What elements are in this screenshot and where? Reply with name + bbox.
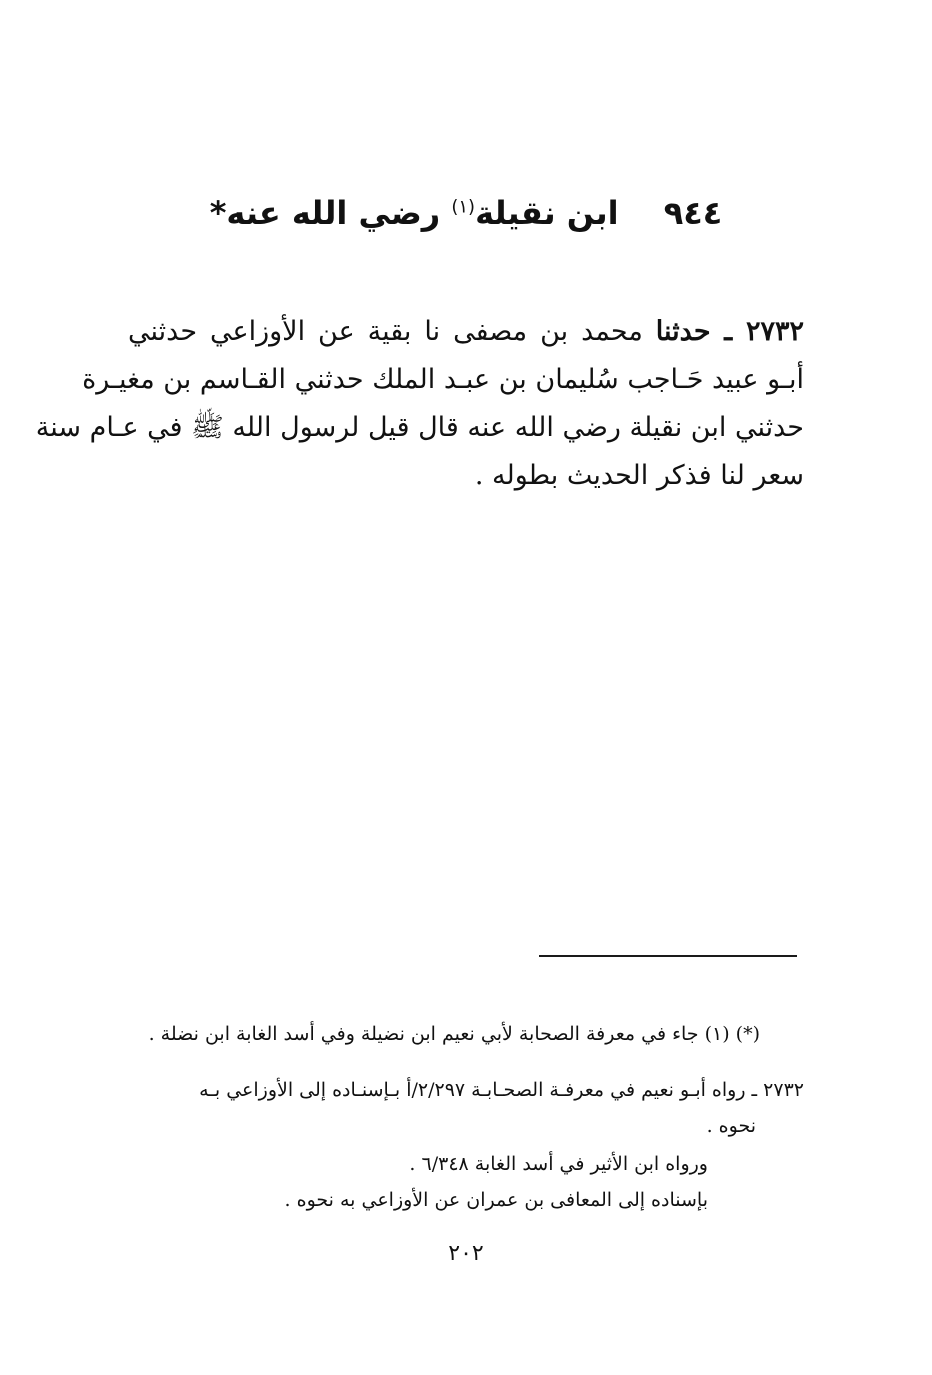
takhrij-line: نحوه . <box>706 1115 756 1137</box>
takhrij-line: ٢٧٣٢ ـ رواه أبـو نعيم في معرفـة الصحـابـة ٢/٢٩٧/أ بـإسنـاده إلى الأوزاعي بـه <box>199 1079 804 1101</box>
chapter-honorific: رضي الله عنه* <box>209 194 441 233</box>
additional-line: ورواه ابن الأثير في أسد الغابة ٦/٣٤٨ . <box>409 1153 708 1175</box>
footnote-additional <box>128 1146 804 1218</box>
page-number: ٢٠٢ <box>448 1241 484 1266</box>
footnote-divider <box>539 955 797 957</box>
footnote-takhrij <box>128 1072 804 1144</box>
chapter-heading <box>0 189 932 237</box>
chapter-number: ٩٤٤ <box>663 194 723 233</box>
footnote-reference: (١) <box>451 196 476 218</box>
hadith-line: حدثني ابن نقيلة رضي الله عنه قال قيل لرسول الله ﷺ في عـام سنة <box>35 412 804 443</box>
hadith-line: سعر لنا فذكر الحديث بطوله . <box>474 460 804 491</box>
hadith-line: ٢٧٣٢ ـ حدثنا محمد بن مصفى نا بقية عن الأوزاعي حدثني <box>128 316 804 347</box>
hadith-number: ٢٧٣٢ ـ حدثنا <box>655 316 804 347</box>
chapter-title: ابن نقيلة <box>475 194 619 233</box>
additional-line: بإسناده إلى المعافى بن عمران عن الأوزاعي به نحوه . <box>284 1189 708 1211</box>
hadith-line: أبـو عبيد حَـاجب سُليمان بن عبـد الملك حدثني القـاسم بن مغيـرة <box>82 364 804 395</box>
hadith-text <box>35 308 804 500</box>
footnote-star: (*) (١) جاء في معرفة الصحابة لأبي نعيم ابن نضيلة وفي أسد الغابة ابن نضلة . <box>148 1023 760 1045</box>
